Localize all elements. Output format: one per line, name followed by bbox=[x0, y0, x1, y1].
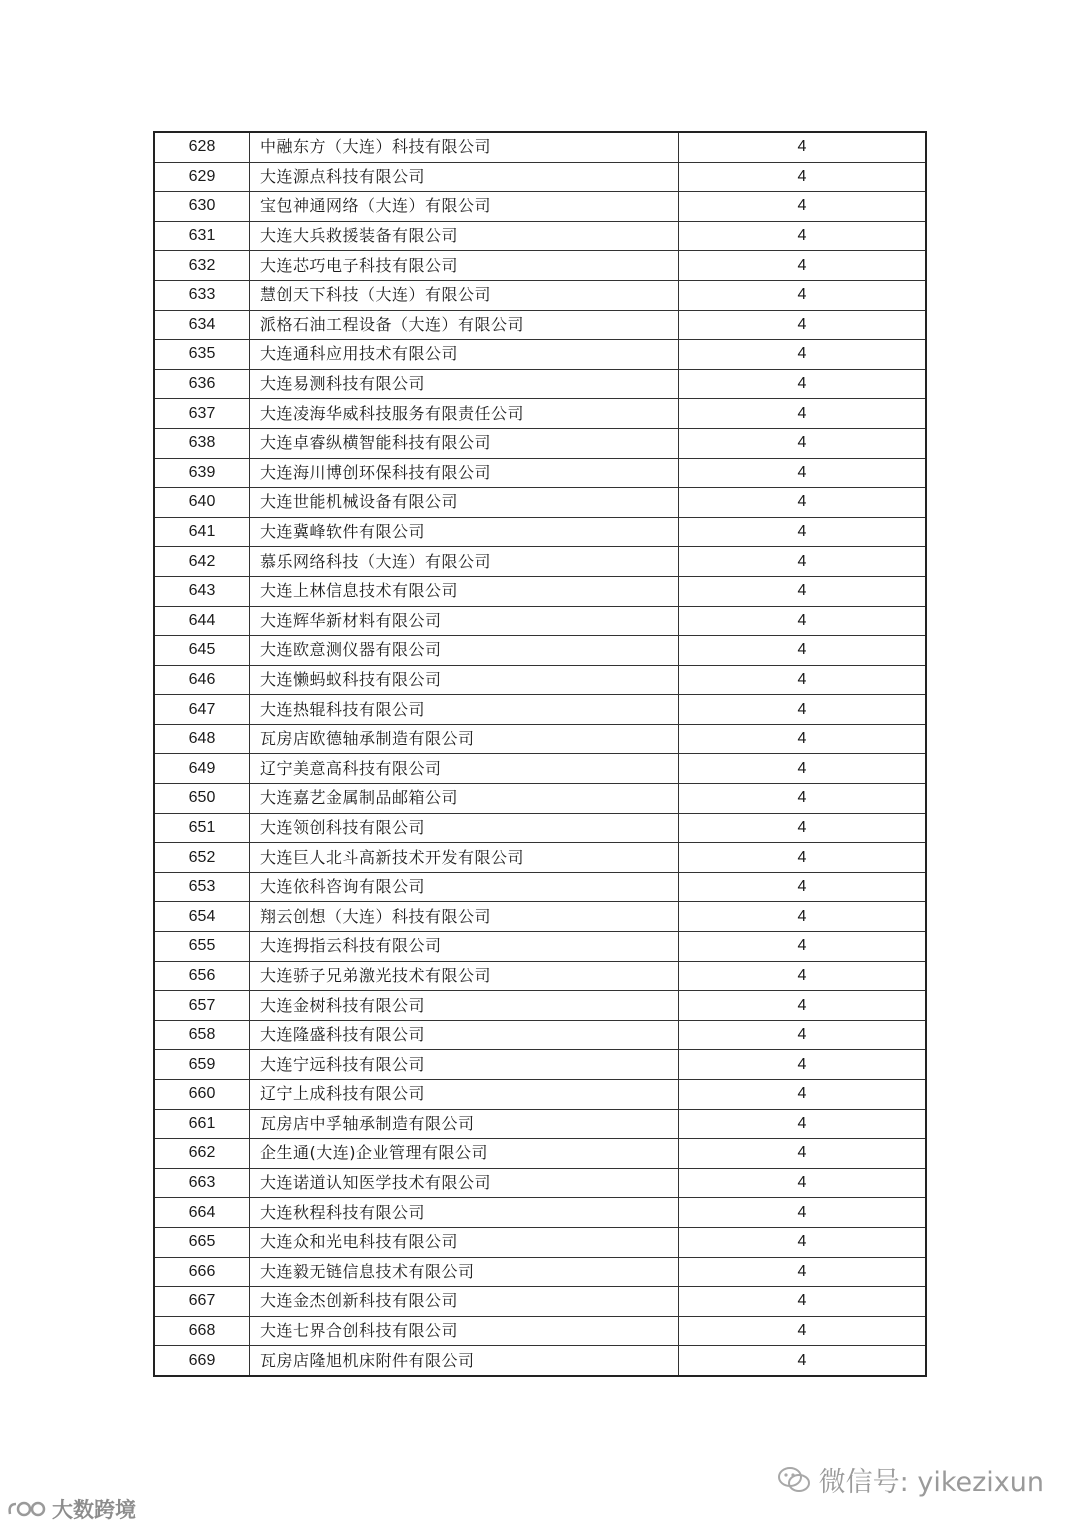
company-name-cell: 慧创天下科技（大连）有限公司 bbox=[250, 280, 679, 310]
table-row bbox=[154, 813, 926, 843]
company-name-cell: 大连热辊科技有限公司 bbox=[250, 695, 679, 725]
company-name-cell: 大连懒蚂蚁科技有限公司 bbox=[250, 665, 679, 695]
score-cell: 4 bbox=[679, 665, 927, 695]
table-row bbox=[154, 843, 926, 873]
brand-logo-icon bbox=[6, 1498, 48, 1520]
company-name-cell: 大连宁远科技有限公司 bbox=[250, 1050, 679, 1080]
company-name-cell: 翔云创想（大连）科技有限公司 bbox=[250, 902, 679, 932]
company-name-cell: 大连上林信息技术有限公司 bbox=[250, 576, 679, 606]
brand-watermark bbox=[6, 1494, 136, 1524]
score-cell: 4 bbox=[679, 991, 927, 1021]
row-number-cell: 668 bbox=[154, 1316, 250, 1346]
company-table bbox=[153, 131, 927, 1377]
row-number-cell: 628 bbox=[154, 132, 250, 162]
row-number-cell: 635 bbox=[154, 340, 250, 370]
table-row bbox=[154, 132, 926, 162]
row-number-cell: 661 bbox=[154, 1109, 250, 1139]
row-number-cell: 630 bbox=[154, 192, 250, 222]
table-row bbox=[154, 1198, 926, 1228]
table-row bbox=[154, 1287, 926, 1317]
table-row bbox=[154, 310, 926, 340]
table-row bbox=[154, 251, 926, 281]
table-row bbox=[154, 1080, 926, 1110]
score-cell: 4 bbox=[679, 340, 927, 370]
row-number-cell: 657 bbox=[154, 991, 250, 1021]
row-number-cell: 641 bbox=[154, 517, 250, 547]
row-number-cell: 656 bbox=[154, 961, 250, 991]
table-row bbox=[154, 369, 926, 399]
table-row bbox=[154, 754, 926, 784]
row-number-cell: 631 bbox=[154, 221, 250, 251]
company-name-cell: 大连诺道认知医学技术有限公司 bbox=[250, 1168, 679, 1198]
company-name-cell: 大连众和光电科技有限公司 bbox=[250, 1227, 679, 1257]
score-cell: 4 bbox=[679, 1020, 927, 1050]
row-number-cell: 658 bbox=[154, 1020, 250, 1050]
table-row bbox=[154, 162, 926, 192]
wechat-watermark bbox=[777, 1460, 1044, 1499]
score-cell: 4 bbox=[679, 547, 927, 577]
table-row bbox=[154, 488, 926, 518]
table-row bbox=[154, 784, 926, 814]
score-cell: 4 bbox=[679, 1227, 927, 1257]
table-row bbox=[154, 1168, 926, 1198]
company-name-cell: 宝包神通网络（大连）有限公司 bbox=[250, 192, 679, 222]
table-row bbox=[154, 932, 926, 962]
row-number-cell: 651 bbox=[154, 813, 250, 843]
row-number-cell: 636 bbox=[154, 369, 250, 399]
score-cell: 4 bbox=[679, 606, 927, 636]
row-number-cell: 663 bbox=[154, 1168, 250, 1198]
table-row bbox=[154, 280, 926, 310]
row-number-cell: 640 bbox=[154, 488, 250, 518]
table-row bbox=[154, 221, 926, 251]
table-row bbox=[154, 665, 926, 695]
table-row bbox=[154, 1227, 926, 1257]
row-number-cell: 645 bbox=[154, 636, 250, 666]
table-row bbox=[154, 399, 926, 429]
company-name-cell: 大连嘉艺金属制品邮箱公司 bbox=[250, 784, 679, 814]
table-row bbox=[154, 1257, 926, 1287]
company-name-cell: 中融东方（大连）科技有限公司 bbox=[250, 132, 679, 162]
company-name-cell: 大连辉华新材料有限公司 bbox=[250, 606, 679, 636]
row-number-cell: 665 bbox=[154, 1227, 250, 1257]
score-cell: 4 bbox=[679, 1139, 927, 1169]
table-row bbox=[154, 576, 926, 606]
score-cell: 4 bbox=[679, 813, 927, 843]
score-cell: 4 bbox=[679, 428, 927, 458]
score-cell: 4 bbox=[679, 458, 927, 488]
score-cell: 4 bbox=[679, 724, 927, 754]
score-cell: 4 bbox=[679, 221, 927, 251]
company-name-cell: 大连大兵救援装备有限公司 bbox=[250, 221, 679, 251]
row-number-cell: 653 bbox=[154, 872, 250, 902]
company-name-cell: 大连通科应用技术有限公司 bbox=[250, 340, 679, 370]
row-number-cell: 660 bbox=[154, 1080, 250, 1110]
company-name-cell: 大连芯巧电子科技有限公司 bbox=[250, 251, 679, 281]
score-cell: 4 bbox=[679, 961, 927, 991]
wechat-id-text: 微信号: yikezixun bbox=[818, 1467, 1044, 1498]
row-number-cell: 638 bbox=[154, 428, 250, 458]
company-name-cell: 大连秋程科技有限公司 bbox=[250, 1198, 679, 1228]
row-number-cell: 629 bbox=[154, 162, 250, 192]
row-number-cell: 633 bbox=[154, 280, 250, 310]
row-number-cell: 648 bbox=[154, 724, 250, 754]
score-cell: 4 bbox=[679, 902, 927, 932]
table-row bbox=[154, 428, 926, 458]
score-cell: 4 bbox=[679, 754, 927, 784]
row-number-cell: 669 bbox=[154, 1346, 250, 1376]
company-name-cell: 辽宁上成科技有限公司 bbox=[250, 1080, 679, 1110]
table-row bbox=[154, 606, 926, 636]
row-number-cell: 667 bbox=[154, 1287, 250, 1317]
row-number-cell: 644 bbox=[154, 606, 250, 636]
row-number-cell: 642 bbox=[154, 547, 250, 577]
company-name-cell: 大连源点科技有限公司 bbox=[250, 162, 679, 192]
row-number-cell: 643 bbox=[154, 576, 250, 606]
company-name-cell: 大连领创科技有限公司 bbox=[250, 813, 679, 843]
score-cell: 4 bbox=[679, 1050, 927, 1080]
company-name-cell: 大连巨人北斗高新技术开发有限公司 bbox=[250, 843, 679, 873]
table-row bbox=[154, 1316, 926, 1346]
score-cell: 4 bbox=[679, 132, 927, 162]
table-row bbox=[154, 340, 926, 370]
table-row bbox=[154, 872, 926, 902]
score-cell: 4 bbox=[679, 369, 927, 399]
company-name-cell: 大连七界合创科技有限公司 bbox=[250, 1316, 679, 1346]
score-cell: 4 bbox=[679, 576, 927, 606]
row-number-cell: 632 bbox=[154, 251, 250, 281]
company-name-cell: 大连欧意测仪器有限公司 bbox=[250, 636, 679, 666]
company-name-cell: 辽宁美意高科技有限公司 bbox=[250, 754, 679, 784]
company-name-cell: 大连隆盛科技有限公司 bbox=[250, 1020, 679, 1050]
score-cell: 4 bbox=[679, 843, 927, 873]
row-number-cell: 649 bbox=[154, 754, 250, 784]
company-name-cell: 大连拇指云科技有限公司 bbox=[250, 932, 679, 962]
company-name-cell: 大连毅无链信息技术有限公司 bbox=[250, 1257, 679, 1287]
score-cell: 4 bbox=[679, 1168, 927, 1198]
table-row bbox=[154, 458, 926, 488]
company-name-cell: 瓦房店隆旭机床附件有限公司 bbox=[250, 1346, 679, 1376]
score-cell: 4 bbox=[679, 488, 927, 518]
table-row bbox=[154, 1020, 926, 1050]
company-name-cell: 大连凌海华威科技服务有限责任公司 bbox=[250, 399, 679, 429]
company-name-cell: 大连世能机械设备有限公司 bbox=[250, 488, 679, 518]
company-name-cell: 瓦房店中孚轴承制造有限公司 bbox=[250, 1109, 679, 1139]
table-row bbox=[154, 902, 926, 932]
score-cell: 4 bbox=[679, 1316, 927, 1346]
score-cell: 4 bbox=[679, 162, 927, 192]
brand-text: 大数跨境 bbox=[52, 1498, 136, 1522]
score-cell: 4 bbox=[679, 310, 927, 340]
table-row bbox=[154, 547, 926, 577]
company-name-cell: 大连依科咨询有限公司 bbox=[250, 872, 679, 902]
row-number-cell: 637 bbox=[154, 399, 250, 429]
company-name-cell: 慕乐网络科技（大连）有限公司 bbox=[250, 547, 679, 577]
company-table-body bbox=[154, 132, 926, 1376]
score-cell: 4 bbox=[679, 1346, 927, 1376]
company-name-cell: 大连易测科技有限公司 bbox=[250, 369, 679, 399]
table-row bbox=[154, 991, 926, 1021]
score-cell: 4 bbox=[679, 192, 927, 222]
table-row bbox=[154, 1050, 926, 1080]
row-number-cell: 639 bbox=[154, 458, 250, 488]
row-number-cell: 662 bbox=[154, 1139, 250, 1169]
score-cell: 4 bbox=[679, 695, 927, 725]
row-number-cell: 650 bbox=[154, 784, 250, 814]
score-cell: 4 bbox=[679, 1257, 927, 1287]
table-row bbox=[154, 1139, 926, 1169]
score-cell: 4 bbox=[679, 1287, 927, 1317]
table-row bbox=[154, 192, 926, 222]
row-number-cell: 647 bbox=[154, 695, 250, 725]
row-number-cell: 646 bbox=[154, 665, 250, 695]
score-cell: 4 bbox=[679, 251, 927, 281]
table-row bbox=[154, 961, 926, 991]
company-name-cell: 大连骄子兄弟激光技术有限公司 bbox=[250, 961, 679, 991]
score-cell: 4 bbox=[679, 1109, 927, 1139]
score-cell: 4 bbox=[679, 1198, 927, 1228]
company-name-cell: 企生通(大连)企业管理有限公司 bbox=[250, 1139, 679, 1169]
score-cell: 4 bbox=[679, 517, 927, 547]
row-number-cell: 659 bbox=[154, 1050, 250, 1080]
company-name-cell: 大连冀峰软件有限公司 bbox=[250, 517, 679, 547]
table-row bbox=[154, 1346, 926, 1376]
table-row bbox=[154, 517, 926, 547]
table-row bbox=[154, 724, 926, 754]
row-number-cell: 634 bbox=[154, 310, 250, 340]
company-name-cell: 派格石油工程设备（大连）有限公司 bbox=[250, 310, 679, 340]
company-name-cell: 瓦房店欧德轴承制造有限公司 bbox=[250, 724, 679, 754]
score-cell: 4 bbox=[679, 399, 927, 429]
row-number-cell: 652 bbox=[154, 843, 250, 873]
company-name-cell: 大连金杰创新科技有限公司 bbox=[250, 1287, 679, 1317]
score-cell: 4 bbox=[679, 280, 927, 310]
score-cell: 4 bbox=[679, 636, 927, 666]
score-cell: 4 bbox=[679, 932, 927, 962]
company-name-cell: 大连海川博创环保科技有限公司 bbox=[250, 458, 679, 488]
company-name-cell: 大连金树科技有限公司 bbox=[250, 991, 679, 1021]
score-cell: 4 bbox=[679, 872, 927, 902]
score-cell: 4 bbox=[679, 1080, 927, 1110]
row-number-cell: 655 bbox=[154, 932, 250, 962]
row-number-cell: 664 bbox=[154, 1198, 250, 1228]
row-number-cell: 654 bbox=[154, 902, 250, 932]
table-row bbox=[154, 1109, 926, 1139]
table-row bbox=[154, 695, 926, 725]
company-name-cell: 大连卓睿纵横智能科技有限公司 bbox=[250, 428, 679, 458]
row-number-cell: 666 bbox=[154, 1257, 250, 1287]
wechat-icon bbox=[777, 1466, 811, 1494]
table-row bbox=[154, 636, 926, 666]
score-cell: 4 bbox=[679, 784, 927, 814]
